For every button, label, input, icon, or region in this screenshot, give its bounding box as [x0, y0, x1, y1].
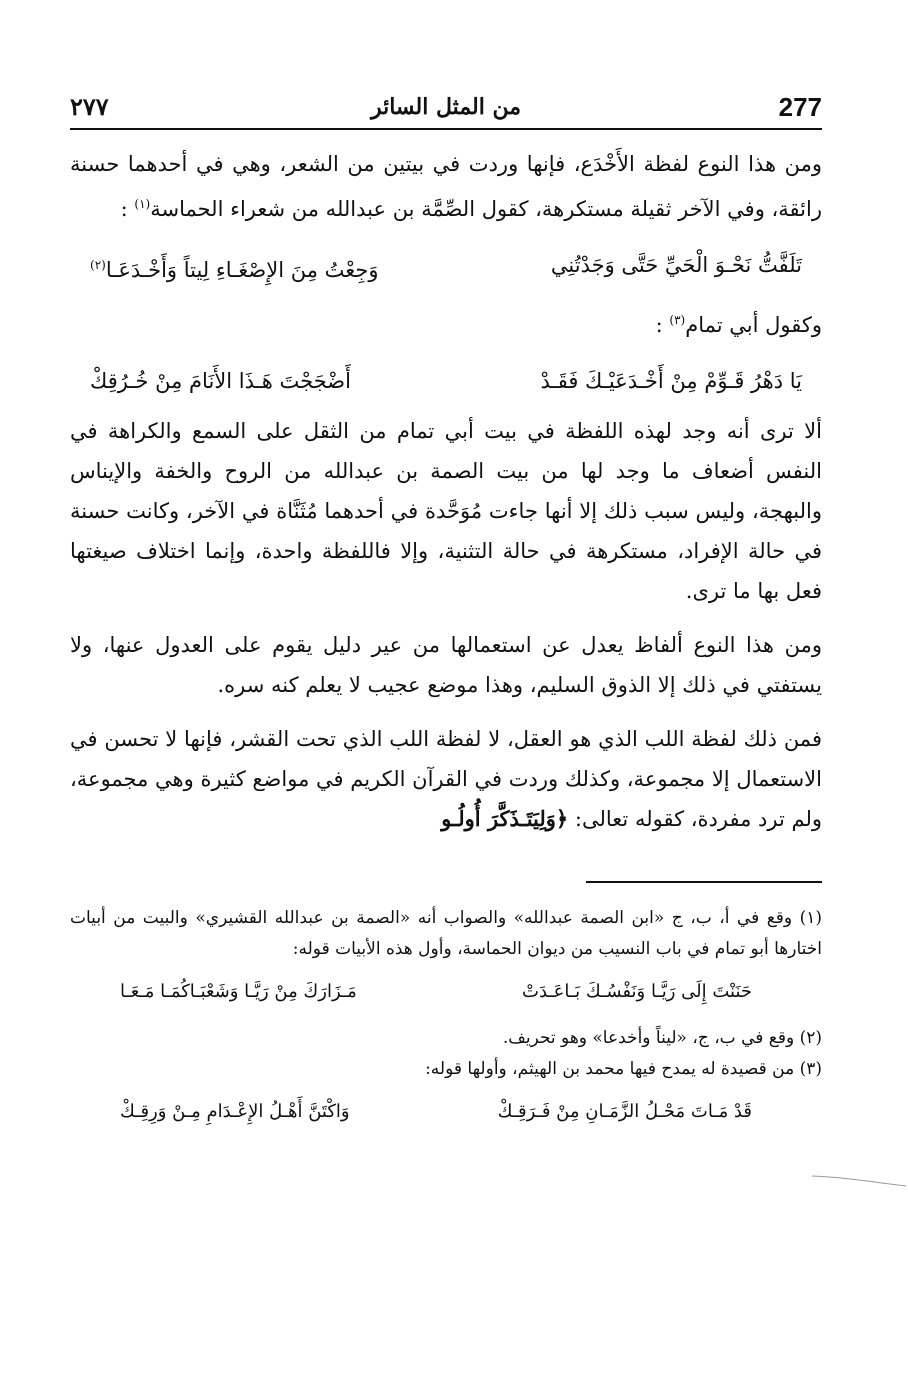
verse-2-second-hemistich: أَضْجَجْتَ هَـذَا الأَنَامَ مِنْ خُـرُقِكْ [90, 369, 351, 393]
footnote-1: (١) وقع في أ، ب، ج «ابن الصمة عبدالله» والصواب أنه «الصمة بن عبدالله القشيري» والبيت من أبيات اختارها أبو تمام في باب النسيب من ديوان الحماسة، وأول هذه الأبيات قوله: [70, 908, 822, 959]
paragraph-4: ومن هذا النوع ألفاظ يعدل عن استعمالها من عير دليل يقوم على العدول عنها، ولا يستفتي في ذلك إلا الذوق السليم، وهذا موضع عجيب لا يعلم كنه سره. [70, 633, 822, 697]
footnote-1-verse-second: مَـزَارَكَ مِنْ رَيَّـا وَشَعْبَـاكُمَـا مَـعَـا [120, 981, 357, 1002]
footnote-2: (٢) وقع في ب، ج، «ليناً وأخدعا» وهو تحريف. [502, 1028, 822, 1048]
quran-quote: ﴿وَلِيَتَـذَكَّرَ أُولُـو [441, 806, 569, 831]
pencil-margin-line [812, 1174, 906, 1188]
footnote-1-verse [120, 969, 752, 1015]
paragraph-5-text: فمن ذلك لفظة اللب الذي هو العقل، لا لفظة اللب الذي تحت القشر، فإنها لا تحسن في الاستعمال إلا مجموعة، وكذلك وردت في القرآن الكريم في مواضع كثيرة وهي مجموعة، ولم ترد مفردة، كقوله تعالى: [70, 727, 822, 831]
paragraph-2-text: وكقول أبي تمام [685, 313, 822, 337]
paragraph-5 [70, 719, 822, 839]
running-title: من المثل السائر [370, 94, 522, 120]
footnote-3-verse-second: وَاكْتَنَّ أَهْـلُ الإِعْـدَامِ مِـنْ وَرِقِـكْ [120, 1101, 350, 1122]
page-number-latin: 277 [778, 92, 822, 122]
verse-1-second-hemistich-wrap [90, 243, 379, 292]
footnote-3-verse-first: قَدْ مَـاتَ مَحْـلُ الزَّمَـانِ مِنْ فَـرَقِـكْ [497, 1101, 752, 1122]
verse-1-first-hemistich: تَلَفَّتُّ نَحْـوَ الْحَيِّ حَتَّى وَجَدْتُنِي [550, 253, 802, 277]
paragraph-1-colon: : [120, 197, 128, 221]
footnote-ref-1: (١) [134, 197, 151, 211]
paragraph-1-text: ومن هذا النوع لفظة الأَخْدَع، فإنها وردت في بيتين من الشعر، وهي في أحدهما حسنة رائقة، وفي الآخر ثقيلة مستكرهة، كقول الصِّمَّة بن عبدالله من شعراء الحماسة [70, 152, 822, 221]
footnote-3: (٣) من قصيدة له يمدح فيها محمد بن الهيثم، وأولها قوله: [425, 1059, 822, 1079]
footnote-3-verse [120, 1089, 752, 1135]
page [70, 88, 822, 1143]
verse-1-second-hemistich: وَجِعْتُ مِنَ الإِصْغَـاءِ لِيتاً وَأَخْـدَعَـا [105, 258, 379, 282]
verse-2-first-hemistich: يَا دَهْرُ قَـوِّمْ مِنْ أَخْـدَعَيْـكَ فَقَـدْ [540, 369, 802, 393]
paragraph-2-colon: : [655, 313, 663, 337]
footnote-separator [586, 881, 822, 883]
verse-1 [90, 243, 802, 292]
page-number-arabic: ٢٧٧ [70, 92, 109, 121]
paragraph-2 [70, 300, 822, 345]
paragraph-1 [70, 144, 822, 229]
footnote-ref-2: (٢) [90, 258, 106, 272]
verse-2 [90, 359, 802, 403]
running-header [70, 88, 822, 130]
paragraph-3: ألا ترى أنه وجد لهذه اللفظة في بيت أبي تمام من الثقل على السمع والكراهة في النفس أضعاف ما وجد لها من بيت الصمة بن عبدالله من الروح والخفة والإيناس والبهجة، وليس سبب ذلك إلا أنها جاءت مُوَحَّدة في أحدهما مُثَنَّاة في الآخر، وكانت حسنة في حالة الإفراد، مستكرهة في حالة التثنية، وإلا فاللفظة واحدة، وإنما اختلاف صيغتها فعل بها ما ترى. [70, 419, 822, 603]
footnote-1-verse-first: حَنَنْتَ إِلَى رَيَّـا وَنَفْسُـكَ بَـاعَـدَتْ [522, 981, 752, 1002]
footnote-ref-3: (٣) [669, 313, 686, 327]
